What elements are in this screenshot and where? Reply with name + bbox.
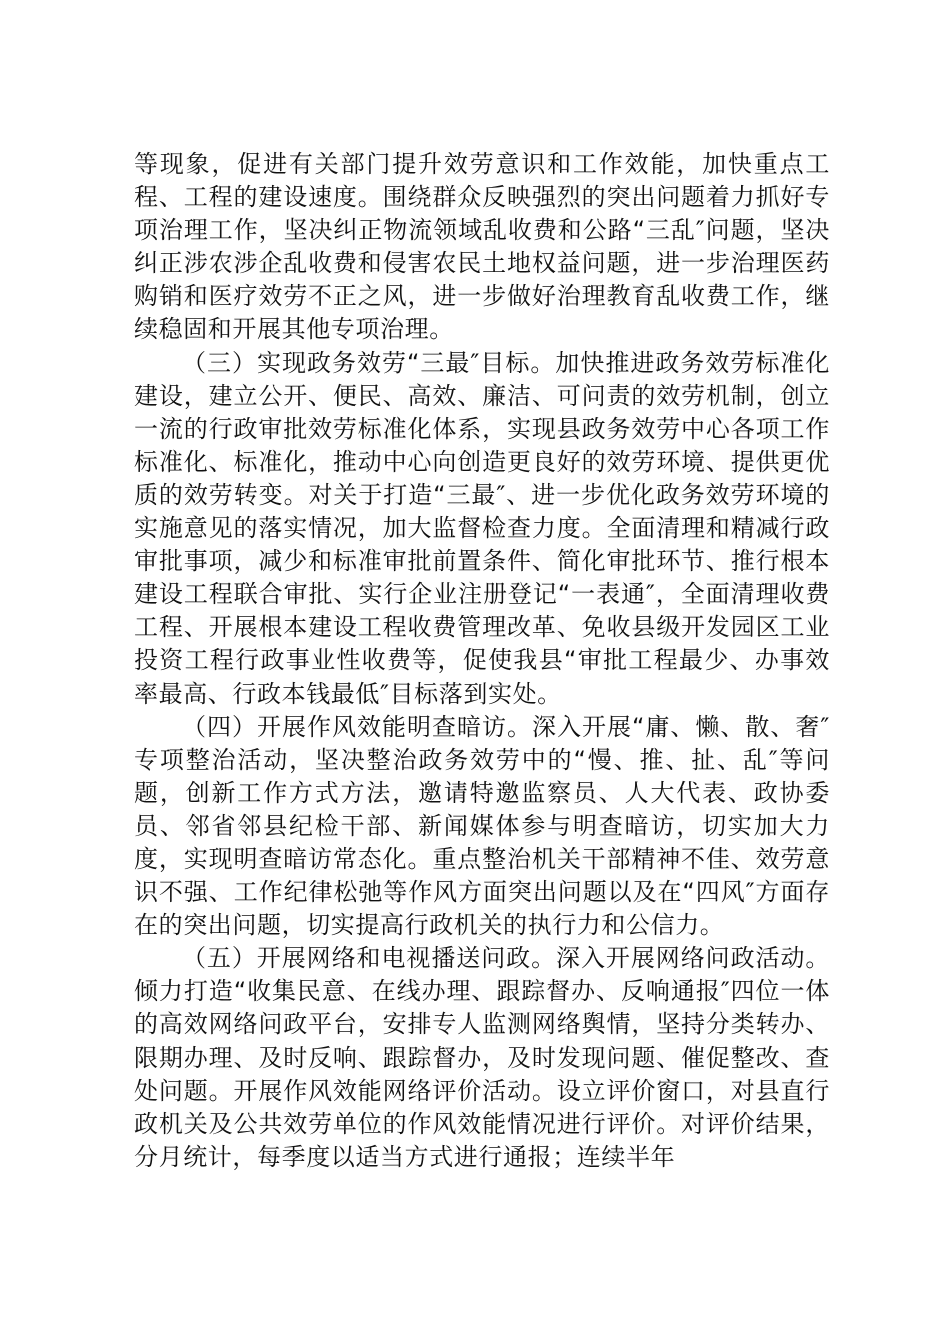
document-body bbox=[134, 148, 830, 1174]
paragraph-section-4: （四）开展作风效能明查暗访。深入开展“庸、懒、散、奢″专项整治活动，坚决整治政务效劳中的“慢、推、扯、乱″等问题，创新工作方式方法，邀请特邀监察员、人大代表、政协委员、邻省邻县纪检干部、新闻媒体参与明查暗访，切实加大力度，实现明查暗访常态化。重点整治机关干部精神不佳、效劳意识不强、工作纪律松弛等作风方面突出问题以及在“四风″方面存在的突出问题，切实提高行政机关的执行力和公信力。 bbox=[134, 712, 830, 940]
paragraph-section-5: （五）开展网络和电视播送问政。深入开展网络问政活动。倾力打造“收集民意、在线办理、跟踪督办、反响通报″四位一体的高效网络问政平台，安排专人监测网络舆情，坚持分类转办、限期办理、及时反响、跟踪督办，及时发现问题、催促整改、查处问题。开展作风效能网络评价活动。设立评价窗口，对县直行政机关及公共效劳单位的作风效能情况进行评价。对评价结果，分月统计，每季度以适当方式进行通报；连续半年 bbox=[134, 944, 830, 1171]
paragraph-section-3: （三）实现政务效劳“三最″目标。加快推进政务效劳标准化建设，建立公开、便民、高效、廉洁、可问责的效劳机制，创立一流的行政审批效劳标准化体系，实现县政务效劳中心各项工作标准化、标准化，推动中心向创造更良好的效劳环境、提供更优质的效劳转变。对关于打造“三最″、进一步优化政务效劳环境的实施意见的落实情况，加大监督检查力度。全面清理和精减行政审批事项，减少和标准审批前置条件、简化审批环节、推行根本建设工程联合审批、实行企业注册登记“一表通″，全面清理收费工程、开展根本建设工程收费管理改革、免收县级开发园区工业投资工程行政事业性收费等，促使我县“审批工程最少、办事效率最高、行政本钱最低″目标落到实处。 bbox=[134, 348, 830, 708]
paragraph-continuation: 等现象，促进有关部门提升效劳意识和工作效能，加快重点工程、工程的建设速度。围绕群众反映强烈的突出问题着力抓好专项治理工作，坚决纠正物流领域乱收费和公路“三乱″问题，坚决纠正涉农涉企乱收费和侵害农民土地权益问题，进一步治理医药购销和医疗效劳不正之风，进一步做好治理教育乱收费工作，继续稳固和开展其他专项治理。 bbox=[134, 150, 830, 344]
